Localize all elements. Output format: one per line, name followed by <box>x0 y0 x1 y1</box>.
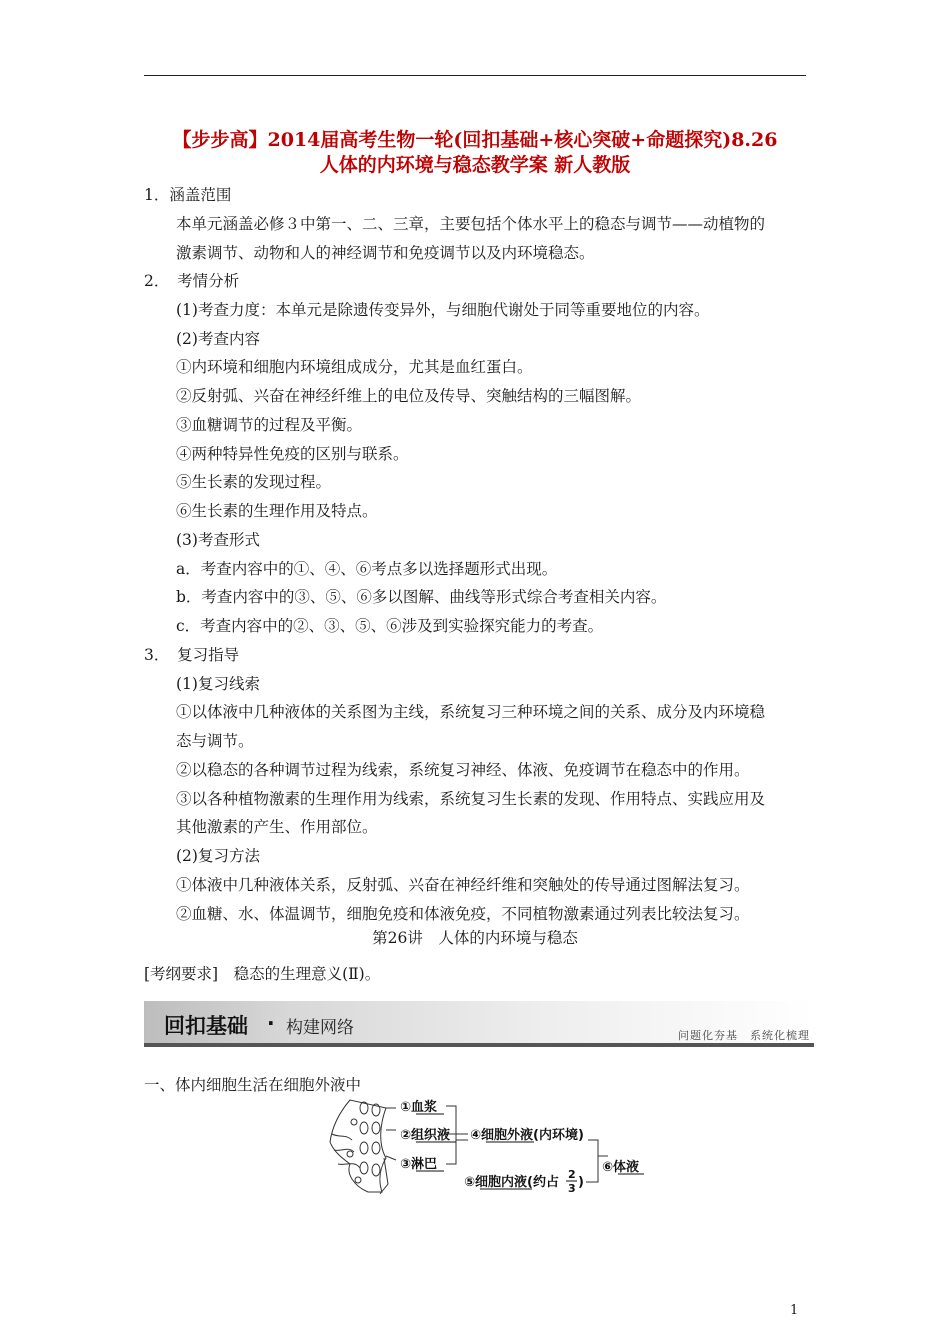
section2-heading: 2． 考情分析 <box>144 272 240 290</box>
banner-title: 回扣基础 <box>164 1014 248 1038</box>
section1-paragraph-line2: 激素调节、动物和人的神经调节和免疫调节以及内环境稳态。 <box>176 244 595 262</box>
form-item: b．考查内容中的③、⑤、⑥多以图解、曲线等形式综合考查相关内容。 <box>176 588 667 606</box>
section1-paragraph-line1: 本单元涵盖必修３中第一、二、三章，主要包括个体水平上的稳态与调节——动植物的 <box>176 215 766 233</box>
banner-subtitle: 构建网络 <box>286 1018 354 1038</box>
fraction-numerator: 2 <box>568 1168 576 1181</box>
section2-sub3: (3)考查形式 <box>176 531 260 549</box>
label-plasma: ①血浆 <box>400 1100 438 1115</box>
section3-sub2: (2)复习方法 <box>176 847 260 865</box>
content-item: ②反射弧、兴奋在神经纤维上的电位及传导、突触结构的三幅图解。 <box>176 387 642 405</box>
section3-sub1: (1)复习线索 <box>176 675 260 693</box>
banner-separator: · <box>267 1011 275 1035</box>
document-title-line1: 【步步高】2014届高考生物一轮(回扣基础+核心突破+命题探究)8.26 <box>172 129 778 151</box>
review-clue-2: ②以稳态的各种调节过程为线索，系统复习神经、体液、免疫调节在稳态中的作用。 <box>176 761 750 779</box>
review-method-2: ②血糖、水、体温调节，细胞免疫和体液免疫，不同植物激素通过列表比较法复习。 <box>176 905 750 923</box>
review-clue-1-cont: 态与调节。 <box>176 732 254 750</box>
banner-tagline: 问题化夯基 系统化梳理 <box>678 1029 810 1042</box>
content-item: ①内环境和细胞内环境组成成分，尤其是血红蛋白。 <box>176 358 533 376</box>
part1-heading: 一、体内细胞生活在细胞外液中 <box>144 1076 362 1094</box>
review-method-1: ①体液中几种液体关系，反射弧、兴奋在神经纤维和突触处的传导通过图解法复习。 <box>176 876 750 894</box>
review-clue-3: ③以各种植物激素的生理作用为线索，系统复习生长素的发现、作用特点、实践应用及 <box>176 790 766 808</box>
label-tissue-fluid: ②组织液 <box>400 1128 451 1143</box>
cell-illustration <box>330 1100 396 1194</box>
label-extracellular-fluid: ④细胞外液(内环境) <box>470 1128 584 1143</box>
label-intracellular-fluid: ⑤细胞内液(约占 <box>464 1175 559 1190</box>
label-lymph: ③淋巴 <box>400 1157 438 1172</box>
lecture-title: 第26讲 人体的内环境与稳态 <box>372 929 578 947</box>
form-item: c．考查内容中的②、③、⑤、⑥涉及到实验探究能力的考查。 <box>176 617 604 635</box>
fraction-close: ) <box>578 1175 584 1190</box>
section1-heading: 1．涵盖范围 <box>144 186 232 204</box>
content-item: ⑥生长素的生理作用及特点。 <box>176 502 378 520</box>
section3-heading: 3． 复习指导 <box>144 646 240 664</box>
section-banner <box>144 1001 814 1047</box>
form-item: a．考查内容中的①、④、⑥考点多以选择题形式出现。 <box>176 560 558 578</box>
review-clue-1: ①以体液中几种液体的关系图为主线，系统复习三种环境之间的关系、成分及内环境稳 <box>176 703 766 721</box>
body-fluid-diagram <box>320 1094 650 1204</box>
document-title-line2: 人体的内环境与稳态教学案 新人教版 <box>319 154 631 176</box>
content-item: ④两种特异性免疫的区别与联系。 <box>176 445 409 463</box>
exam-requirement: [考纲要求] 稳态的生理意义(Ⅱ)。 <box>144 965 381 983</box>
fraction-denominator: 3 <box>568 1182 576 1195</box>
section2-sub2: (2)考查内容 <box>176 330 260 348</box>
label-body-fluid: ⑥体液 <box>602 1160 640 1175</box>
page-number: 1 <box>790 1303 799 1318</box>
section2-sub1: (1)考查力度：本单元是除遗传变异外，与细胞代谢处于同等重要地位的内容。 <box>176 301 710 319</box>
content-item: ③血糖调节的过程及平衡。 <box>176 416 363 434</box>
review-clue-3-cont: 其他激素的产生、作用部位。 <box>176 818 378 836</box>
header-rule <box>144 75 806 76</box>
content-item: ⑤生长素的发现过程。 <box>176 473 332 491</box>
